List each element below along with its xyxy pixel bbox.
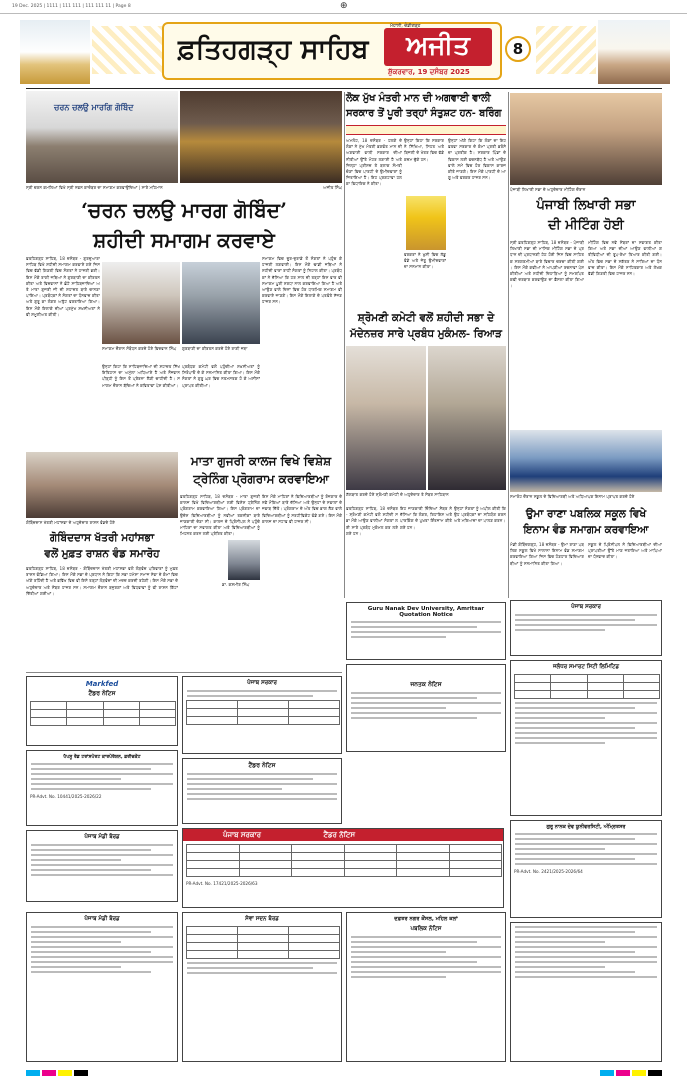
left-story-banner: ਚਰਨ ਚਲਉ ਮਾਰਗਿ ਗੋਬਿੰਦ (54, 103, 134, 112)
markfed-table (30, 701, 176, 726)
slug-text: 19 Dec. 2025 | 1111 | 111 111 | 111 111 11 | Page 8 (12, 4, 131, 9)
mata-gujri-headline-1: ਮਾਤਾ ਗੁਜਰੀ ਕਾਲਜ ਵਿਖੇ ਵਿਸ਼ੇਸ਼ (190, 454, 332, 468)
punjab-sarkar-ad-1 (182, 676, 342, 754)
uma-rana-photo (510, 430, 662, 492)
uma-rana-headline-1: ਉਮਾ ਰਾਣਾ ਪਬਲਿਕ ਸਕੂਲ ਵਿਖੇ (525, 508, 647, 520)
sgpc-photo-caption: ਗੱਲਬਾਤ ਕਰਦੇ ਹੋਏ ਸ਼੍ਰੋਮਣੀ ਕਮੇਟੀ ਦੇ ਅਹੁਦੇਦਾਰ ਤੇ ਮੈਂਬਰ ਸਾਹਿਬਾਨ (346, 492, 449, 497)
sgpc-photo-2 (428, 346, 506, 490)
punjab-sarkar-ad-1-table (186, 700, 340, 725)
bottom-ad-nagar-council (346, 912, 506, 1062)
magenta-swatch-right (616, 1070, 630, 1076)
cyan-swatch (26, 1070, 40, 1076)
column-rule-2 (508, 92, 509, 598)
jalandhar-smart-city-title: ਜਲੰਧਰ ਸਮਾਰਟ ਸਿਟੀ ਲਿਮਿਟਿਡ (552, 664, 620, 670)
left-story-photo-stage (26, 91, 178, 183)
decorative-pattern-left (92, 26, 162, 74)
gobind-das-headline-2: ਵਲੋਂ ਮੁਫ਼ਤ ਰਾਸ਼ਨ ਵੰਡ ਸਮਾਰੋਹ (44, 548, 160, 560)
gndu-right-ad (510, 820, 662, 918)
punjab-sarkar-tender-bar-title: ਪੰਜਾਬ ਸਰਕਾਰ (223, 831, 262, 839)
left-story-inline-photo-2 (182, 262, 260, 344)
left-story-inline-photo-1 (102, 262, 180, 344)
left-story-photo-caption: ਸ੍ਰੀ ਚਰਨ ਕਮਲਿਆਂ ਵਿਖੇ ਸ੍ਰੀ ਨਵਨ ਕਾਦੰਬਰ ਦਾ ਸਮਾਗਮ ਕਰਵਾਉਂਦਿਆਂ | ਸਾਰੇ ਮਹਿਮਾਨ (26, 185, 163, 190)
masthead-frame (162, 22, 502, 80)
prtc-pr-adv: PR-Advt. No. 10441/2025-2026/22 (30, 794, 102, 799)
masthead-date: ਸ਼ੁੱਕਰਵਾਰ, 19 ਦਸੰਬਰ 2025 (388, 68, 470, 76)
punjab-sarkar-tender-bar-header (183, 829, 503, 841)
mandi-board-title: ਪੰਜਾਬ ਮੰਡੀ ਬੋਰਡ (84, 834, 120, 840)
yellow-swatch-right (632, 1070, 646, 1076)
public-notice-ad (346, 664, 506, 752)
cm-story-body-2: ਉਨ੍ਹਾਂ ਕਿਹਾ ਕਿ ਸਰਕਾਰ ਨੇ ਸਿੱਖਿਆ, ਸਿਹਤ ਅਤੇ ਬਿਜਲੀ ਦੇ ਖੇਤਰ ਵਿਚ ਵੱਡੇ ਕਦਮ ਚੁੱਕੇ ਹਨ। (404, 138, 444, 162)
writers-body-2: ਮੀਟਿੰਗ ਵਿਚ ਨਵੇਂ ਮੈਂਬਰਾਂ ਦਾ ਸਵਾਗਤ ਕੀਤਾ ਗਿਆ ਅਤੇ ਸਭਾ ਦੀਆਂ ਆਉਣ ਵਾਲੀਆਂ ਗਤੀਵਿਧੀਆਂ ਦੀ ਰੂਪ-ਰੇਖਾ ਤਿਆਰ ਕੀਤੀ ਗਈ। ਅੰਤ ਵਿਚ ਸਭਾ ਦੇ ਸਕੱਤਰ ਨੇ ਸਾਰਿਆਂ ਦਾ ਧੰਨਵਾਦ ਕੀਤਾ। ਇਸ ਮੌਕੇ ਸਾਹਿਤਕਾਰ ਅਤੇ ਲੇਖਕ ਵੱਡੀ ਗਿਣਤੀ ਵਿਚ ਹਾਜ਼ਰ ਸਨ। (588, 240, 662, 277)
punjab-sarkar-tender-bar-tender: ਟੈਂਡਰ ਨੋਟਿਸ (323, 831, 356, 839)
punjab-sarkar-ad-right-title: ਪੰਜਾਬ ਸਰਕਾਰ (571, 604, 601, 610)
bottom-ad-mid (182, 912, 342, 1062)
prtc-title: ਪੈਪਸੂ ਰੋਡ ਟਰਾਂਸਪੋਰਟ ਕਾਰਪੋਰੇਸ਼ਨ, ਫ਼ਰੀਦਕੋਟ (63, 755, 141, 760)
sgpc-headline-2: ਮੱਦੇਨਜ਼ਰ ਸਾਰੇ ਪ੍ਰਬੰਧ ਮੁਕੰਮਲ- ਰਿਆੜ (350, 328, 502, 340)
gobind-das-headline-1: ਗੋਬਿੰਦਦਾਸ ਖੱਤਰੀ ਮਹਾਂਸਭਾ (49, 532, 155, 544)
markfed-ad (26, 676, 178, 746)
writers-body-1: ਸ੍ਰੀ ਫ਼ਤਹਿਗੜ੍ਹ ਸਾਹਿਬ, 18 ਦਸੰਬਰ - ਪੰਜਾਬੀ ਲਿਖਾਰੀ ਸਭਾ ਦੀ ਮਾਸਿਕ ਮੀਟਿੰਗ ਸਭਾ ਦੇ ਪ੍ਰਧਾਨ ਦੀ ਪ੍ਰਧਾਨਗੀ ਹੇਠ ਹੋਈ ਜਿਸ ਵਿਚ ਸਾਹਿਤਕ ਸਰਗਰਮੀਆਂ ਬਾਰੇ ਵਿਚਾਰ ਚਰਚਾ ਕੀਤੀ ਗਈ। ਇਸ ਮੌਕੇ ਕਵੀਆਂ ਨੇ ਆਪਣੀਆਂ ਰਚਨਾਵਾਂ ਪੇਸ਼ ਕੀਤੀਆਂ ਅਤੇ ਸ਼ਹੀਦੀ ਦਿਹਾੜਿਆਂ ਨੂੰ ਸਮਰਪਿਤ ਕਵੀ ਦਰਬਾਰ ਕਰਵਾਉਣ ਦਾ ਫ਼ੈਸਲਾ ਕੀਤਾ ਗਿਆ। (510, 240, 584, 289)
punjab-sarkar-tender-bar (182, 828, 504, 908)
left-story-inline-caption-1: ਸਮਾਗਮ ਦੌਰਾਨ ਸੰਬੋਧਨ ਕਰਦੇ ਹੋਏ ਵਿਦਵਾਨ ਸਿੰਘ (102, 346, 177, 351)
cm-story-body-4: ਵਰਕਰਾਂ ਨੇ ਖ਼ੁਸ਼ੀ ਵਿਚ ਲੱਡੂ ਵੰਡੇ ਅਤੇ ਜੇਤੂ ਉਮੀਦਵਾਰਾਂ ਦਾ ਸਨਮਾਨ ਕੀਤਾ। (404, 252, 446, 270)
city-title: ਫ਼ਤਿਹਗੜ੍ਹ ਸਾਹਿਬ (178, 34, 369, 65)
historic-building-illustration (598, 20, 670, 84)
jalandhar-smart-city-ad (510, 660, 662, 816)
sgpc-photo-1 (346, 346, 426, 490)
markfed-tender-title: ਟੈਂਡਰ ਨੋਟਿਸ (88, 690, 116, 697)
left-story-photo-credit: ਅਜੀਤ ਸਿੰਘ (323, 185, 342, 190)
page-number: 8 (512, 40, 524, 58)
ads-divider (26, 672, 342, 673)
mata-gujri-body-1: ਫ਼ਤਹਿਗੜ੍ਹ ਸਾਹਿਬ, 18 ਦਸੰਬਰ - ਮਾਤਾ ਗੁਜਰੀ ਕਾਲਜ ਵਿਖੇ ਵਿਦਿਆਰਥੀਆਂ ਲਈ ਵਿਸ਼ੇਸ਼ ਟ੍ਰੇਨਿੰਗ ਪ੍ਰੋਗਰਾਮ ਕਰਵਾਇਆ ਗਿਆ। ਇਸ ਪ੍ਰੋਗਰਾਮ ਦਾ ਉਦੇਸ਼ ਵਿਦਿਆਰਥੀਆਂ ਨੂੰ ਨਵੀਆਂ ਤਕਨੀਕਾਂ ਬਾਰੇ ਜਾਣਕਾਰੀ ਦੇਣਾ ਸੀ। ਕਾਲਜ ਦੇ ਪ੍ਰਿੰਸੀਪਲ ਨੇ ਪਹੁੰਚੇ ਮਾਹਿਰਾਂ ਦਾ ਸਵਾਗਤ ਕੀਤਾ ਅਤੇ ਵਿਦਿਆਰਥੀਆਂ ਨੂੰ ਮਿਹਨਤ ਕਰਨ ਲਈ ਪ੍ਰੇਰਿਤ ਕੀਤਾ। (180, 494, 260, 537)
cm-story-headline-1: ਲੋਕ ਮੁੱਖ ਮੰਤਰੀ ਮਾਨ ਦੀ ਅਗਵਾਈ ਵਾਲੀ (346, 93, 491, 104)
gobind-das-photo (26, 452, 178, 518)
magenta-swatch (42, 1070, 56, 1076)
punjab-sarkar-ad-1-title: ਪੰਜਾਬ ਸਰਕਾਰ (247, 680, 277, 686)
left-story-body-col-4: ਸਮਾਗਮ ਵਿਚ ਦੂਰ-ਦੁਰਾਡੇ ਤੋਂ ਸੰਗਤਾਂ ਨੇ ਪਹੁੰਚ ਕੇ ਹਾਜ਼ਰੀ ਲਗਵਾਈ। ਇਸ ਮੌਕੇ ਢਾਡੀ ਜਥਿਆਂ ਨੇ ਸ਼ਹੀਦੀ ਵਾਰਾਂ ਰਾਹੀਂ ਸੰਗਤਾਂ ਨੂੰ ਨਿਹਾਲ ਕੀਤਾ। ਪ੍ਰਬੰਧਕਾਂ ਨੇ ਦੱਸਿਆ ਕਿ ਹਰ ਸਾਲ ਦੀ ਤਰ੍ਹਾਂ ਇਸ ਵਾਰ ਵੀ ਸਮਾਗਮ ਪੂਰੀ ਸ਼ਰਧਾ ਨਾਲ ਕਰਵਾਇਆ ਗਿਆ ਹੈ ਅਤੇ ਆਉਣ ਵਾਲੇ ਦਿਨਾਂ ਵਿਚ ਹੋਰ ਧਾਰਮਿਕ ਸਮਾਗਮ ਵੀ ਕਰਵਾਏ ਜਾਣਗੇ। ਇਸ ਮੌਕੇ ਇਲਾਕੇ ਦੇ ਪਤਵੰਤੇ ਸੱਜਣ ਹਾਜ਼ਰ ਸਨ। (262, 256, 342, 305)
masthead (0, 16, 687, 86)
mata-gujri-body-2: ਇਸ ਮੌਕੇ ਮਾਹਿਰਾਂ ਨੇ ਵਿਦਿਆਰਥੀਆਂ ਨੂੰ ਰੋਜ਼ਗਾਰ ਦੇ ਨਵੇਂ ਮੌਕਿਆਂ ਬਾਰੇ ਦੱਸਿਆ ਅਤੇ ਉਨ੍ਹਾਂ ਦੇ ਸਵਾਲਾਂ ਦੇ ਜਵਾਬ ਦਿੱਤੇ। ਪ੍ਰੋਗਰਾਮ ਦੇ ਅੰਤ ਵਿਚ ਭਾਗ ਲੈਣ ਵਾਲੇ ਵਿਦਿਆਰਥੀਆਂ ਨੂੰ ਸਰਟੀਫਿਕੇਟ ਵੰਡੇ ਗਏ। ਇਸ ਮੌਕੇ ਕਾਲਜ ਦਾ ਸਟਾਫ਼ ਵੀ ਹਾਜ਼ਰ ਸੀ। (262, 494, 342, 524)
mata-gujri-headline-2: ਟ੍ਰੇਨਿੰਗ ਪ੍ਰੋਗਰਾਮ ਕਰਵਾਇਆ (193, 472, 329, 486)
bottom-ad-mid-title: ਸੇਵਾ ਸਦਨ ਬੋਰਡ (245, 916, 279, 922)
bottom-ad-left (26, 912, 178, 1062)
gobind-das-photo-caption: ਗੋਬਿੰਦਦਾਸ ਖੱਤਰੀ ਮਹਾਂਸਭਾ ਦੇ ਅਹੁਦੇਦਾਰ ਰਾਸ਼ਨ ਵੰਡਦੇ ਹੋਏ (26, 520, 115, 525)
paper-name-box (384, 28, 492, 66)
mata-gujri-portrait-caption: ਡਾ. ਕਸ਼ਮੀਰ ਸਿੰਘ (222, 582, 250, 587)
gndu-right-pr-adv: PR-Advt. No. 2421/2025-2026/64 (514, 869, 583, 874)
paper-name: ਅਜੀਤ (406, 31, 470, 61)
writers-headline-2: ਦੀ ਮੀਟਿੰਗ ਹੋਈ (548, 218, 624, 233)
bottom-ad-left-title: ਪੰਜਾਬ ਮੰਡੀ ਬੋਰਡ (84, 916, 120, 922)
cm-story-headline-2: ਸਰਕਾਰ ਤੋਂ ਪੂਰੀ ਤਰ੍ਹਾਂ ਸੰਤੁਸ਼ਟ ਹਨ- ਬਰਿੰਗ (346, 108, 502, 119)
nagar-council-notice: ਪਬਲਿਕ ਨੋਟਿਸ (410, 926, 442, 932)
sgpc-body-2: ਇਹ ਜਾਣਕਾਰੀ ਦਿੰਦਿਆਂ ਮੈਂਬਰ ਨੇ ਦੱਸਿਆ ਕਿ ਲੰਗਰ, ਰਿਹਾਇਸ਼ ਅਤੇ ਪਾਰਕਿੰਗ ਦੇ ਪੁਖ਼ਤਾ ਇੰਤਜ਼ਾਮ ਕੀਤੇ ਗਏ ਹਨ। (400, 506, 452, 530)
edition-label: ਮੋਹਾਲੀ, ਚੰਡੀਗੜ੍ਹ (390, 24, 421, 29)
bottom-ad-right (510, 922, 662, 1062)
masthead-divider (26, 88, 662, 89)
sgpc-body-1: ਫ਼ਤਹਿਗੜ੍ਹ ਸਾਹਿਬ, 18 ਦਸੰਬਰ - ਸ਼੍ਰੋਮਣੀ ਕਮੇਟੀ ਵਲੋਂ ਸ਼ਹੀਦੀ ਸਭਾ ਮੌਕੇ ਆਉਣ ਵਾਲੀਆਂ ਸੰਗਤਾਂ ਲਈ ਸਾਰੇ ਪ੍ਰਬੰਧ ਮੁਕੰਮਲ ਕਰ ਲਏ ਗਏ ਹਨ। (346, 506, 398, 536)
writers-photo (510, 93, 662, 185)
tender-notice-ad-title: ਟੈਂਡਰ ਨੋਟਿਸ (248, 762, 276, 769)
uma-rana-headline-2: ਇਨਾਮ ਵੰਡ ਸਮਾਗਮ ਕਰਵਾਇਆ (523, 524, 649, 536)
sgpc-headline-1: ਸ਼੍ਰੋਮਣੀ ਕਮੇਟੀ ਵਲੋਂ ਸ਼ਹੀਦੀ ਸਭਾ ਦੇ (357, 312, 495, 324)
prtc-ad (26, 750, 178, 826)
gurdwara-illustration (20, 20, 90, 84)
mata-gujri-portrait (228, 540, 260, 580)
left-story-body-col-3: ਪ੍ਰਬੰਧਕ ਕਮੇਟੀ ਵਲੋਂ ਪਹੁੰਚੀਆਂ ਸ਼ਖ਼ਸੀਅਤਾਂ ਨੂੰ ਸਿਰੋਪਾਓ ਦੇ ਕੇ ਸਨਮਾਨਿਤ ਕੀਤਾ ਗਿਆ। ਇਸ ਮੌਕੇ ਸੰਗਤਾਂ ਨੇ ਗੁਰੂ ਘਰ ਵਿਚ ਨਤਮਸਤਕ ਹੋ ਕੇ ਅਸੀਸਾਂ ਪ੍ਰਾਪਤ ਕੀਤੀਆਂ। (182, 364, 260, 388)
decorative-pattern-right (536, 26, 596, 74)
gndu-quotation-title-2: Quotation Notice (399, 612, 453, 618)
sgpc-body-3: ਉਨ੍ਹਾਂ ਸੰਗਤਾਂ ਨੂੰ ਅਪੀਲ ਕੀਤੀ ਕਿ ਉਹ ਪ੍ਰਬੰਧਕਾਂ ਦਾ ਸਹਿਯੋਗ ਕਰਨ ਅਤੇ ਮਰਿਆਦਾ ਦਾ ਪਾਲਣ ਕਰਨ। (454, 506, 506, 524)
gndu-right-title: ਗੁਰੂ ਨਾਨਕ ਦੇਵ ਯੂਨੀਵਰਸਿਟੀ, ਅੰਮ੍ਰਿਤਸਰ (546, 824, 626, 830)
cm-story-kicker (346, 125, 506, 135)
gndu-quotation-title-1: Guru Nanak Dev University, Amritsar (367, 606, 485, 612)
cyan-swatch-right (600, 1070, 614, 1076)
left-story-body-col-2: ਉਨ੍ਹਾਂ ਕਿਹਾ ਕਿ ਸਾਹਿਬਜ਼ਾਦਿਆਂ ਦੀ ਸ਼ਹਾਦਤ ਸਿੱਖ ਇਤਿਹਾਸ ਦਾ ਅਮੁੱਲਾ ਅਧਿਆਏ ਹੈ ਅਤੇ ਨੌਜਵਾਨ ਪੀੜ੍ਹੀ ਨੂੰ ਇਸ ਤੋਂ ਪ੍ਰੇਰਨਾ ਲੈਣੀ ਚਾਹੀਦੀ ਹੈ। ਸਮਾਗਮ ਦੌਰਾਨ ਬੱਚਿਆਂ ਨੇ ਕਵਿਤਾਵਾਂ ਪੇਸ਼ ਕੀਤੀਆਂ। (102, 364, 180, 388)
public-notice-title: ਜਨਤਕ ਨੋਟਿਸ (410, 681, 442, 688)
left-story-body-col-1: ਫ਼ਤਹਿਗੜ੍ਹ ਸਾਹਿਬ, 18 ਦਸੰਬਰ - ਗੁਰਦੁਆਰਾ ਸਾਹਿਬ ਵਿਖੇ ਸ਼ਹੀਦੀ ਸਮਾਗਮ ਕਰਵਾਏ ਗਏ ਜਿਸ ਵਿਚ ਵੱਡੀ ਗਿਣਤੀ ਵਿਚ ਸੰਗਤਾਂ ਨੇ ਹਾਜ਼ਰੀ ਭਰੀ। ਇਸ ਮੌਕੇ ਰਾਗੀ ਜਥਿਆਂ ਨੇ ਗੁਰਬਾਣੀ ਦਾ ਕੀਰਤਨ ਕੀਤਾ ਅਤੇ ਵਿਦਵਾਨਾਂ ਨੇ ਛੋਟੇ ਸਾਹਿਬਜ਼ਾਦਿਆਂ ਅਤੇ ਮਾਤਾ ਗੁਜਰੀ ਜੀ ਦੀ ਸ਼ਹਾਦਤ ਬਾਰੇ ਚਾਨਣਾ ਪਾਇਆ। ਪ੍ਰਬੰਧਕਾਂ ਨੇ ਸੰਗਤਾਂ ਦਾ ਧੰਨਵਾਦ ਕੀਤਾ ਅਤੇ ਗੁਰੂ ਕਾ ਲੰਗਰ ਅਤੁੱਟ ਵਰਤਾਇਆ ਗਿਆ। ਇਸ ਮੌਕੇ ਇਲਾਕੇ ਦੀਆਂ ਪ੍ਰਮੁੱਖ ਸ਼ਖ਼ਸੀਅਤਾਂ ਨੇ ਵੀ ਸ਼ਮੂਲੀਅਤ ਕੀਤੀ। (26, 256, 100, 317)
punjab-sarkar-ad-right (510, 600, 662, 656)
left-story-inline-caption-2: ਗੁਰਬਾਣੀ ਦਾ ਕੀਰਤਨ ਕਰਦੇ ਹੋਏ ਰਾਗੀ ਜਥਾ (182, 346, 248, 351)
registration-mark-icon: ⊕ (340, 1, 348, 11)
black-swatch-right (648, 1070, 662, 1076)
punjab-sarkar-tender-pr-adv: PR-Advt. No. 17421/2025-2026/63 (186, 881, 258, 886)
gndu-quotation-ad (346, 602, 506, 660)
gobind-das-body: ਫ਼ਤਹਿਗੜ੍ਹ ਸਾਹਿਬ, 18 ਦਸੰਬਰ - ਗੋਬਿੰਦਦਾਸ ਖੱਤਰੀ ਮਹਾਂਸਭਾ ਵਲੋਂ ਲੋੜਵੰਦ ਪਰਿਵਾਰਾਂ ਨੂੰ ਮੁਫ਼ਤ ਰਾਸ਼ਨ ਵੰਡਿਆ ਗਿਆ। ਇਸ ਮੌਕੇ ਸਭਾ ਦੇ ਪ੍ਰਧਾਨ ਨੇ ਕਿਹਾ ਕਿ ਸਭਾ ਹਮੇਸ਼ਾ ਸਮਾਜ ਸੇਵਾ ਦੇ ਕੰਮਾਂ ਵਿਚ ਅੱਗੇ ਰਹਿੰਦੀ ਹੈ ਅਤੇ ਭਵਿੱਖ ਵਿਚ ਵੀ ਇਸੇ ਤਰ੍ਹਾਂ ਲੋੜਵੰਦਾਂ ਦੀ ਮਦਦ ਕਰਦੀ ਰਹੇਗੀ। ਇਸ ਮੌਕੇ ਸਭਾ ਦੇ ਅਹੁਦੇਦਾਰ ਅਤੇ ਮੈਂਬਰ ਹਾਜ਼ਰ ਸਨ। ਸਮਾਗਮ ਦੌਰਾਨ ਬਜ਼ੁਰਗਾਂ ਅਤੇ ਵਿਧਵਾਵਾਂ ਨੂੰ ਵੀ ਰਾਸ਼ਨ ਕਿੱਟਾਂ ਦਿੱਤੀਆਂ ਗਈਆਂ। (26, 566, 178, 596)
nagar-council-title: ਦਫ਼ਤਰ ਨਗਰ ਕੌਂਸਲ, ਮਹਿਲ ਕਲਾਂ (394, 916, 458, 922)
yellow-swatch (58, 1070, 72, 1076)
bottom-color-strip (26, 1068, 662, 1078)
uma-rana-body-1: ਮੰਡੀ ਗੋਬਿੰਦਗੜ੍ਹ, 18 ਦਸੰਬਰ - ਉਮਾ ਰਾਣਾ ਪਬਲਿਕ ਸਕੂਲ ਵਿਖੇ ਸਾਲਾਨਾ ਇਨਾਮ ਵੰਡ ਸਮਾਗਮ ਕਰਵਾਇਆ ਗਿਆ ਜਿਸ ਵਿਚ ਹੋਣਹਾਰ ਵਿਦਿਆਰਥੀਆਂ ਨੂੰ ਸਨਮਾਨਿਤ ਕੀਤਾ ਗਿਆ। (510, 542, 584, 566)
left-story-photo-crowd (180, 91, 342, 183)
cm-story-body-1: ਅਮਲੋਹ, 18 ਦਸੰਬਰ - ਹਲਕੇ ਦੇ ਲੋਕਾਂ ਨੇ ਮੁੱਖ ਮੰਤਰੀ ਭਗਵੰਤ ਮਾਨ ਦੀ ਅਗਵਾਈ ਵਾਲੀ ਸਰਕਾਰ ਦੀਆਂ ਨੀਤੀਆਂ ਉੱਤੇ ਮੋਹਰ ਲਗਾਈ ਹੈ ਅਤੇ ਜ਼ਿਲ੍ਹਾ ਪ੍ਰੀਸ਼ਦ ਤੇ ਬਲਾਕ ਸੰਮਤੀ ਚੋਣਾਂ ਵਿਚ ਪਾਰਟੀ ਦੇ ਉਮੀਦਵਾਰਾਂ ਨੂੰ ਜਿਤਾਇਆ ਹੈ। ਇਹ ਪ੍ਰਗਟਾਵਾ ਹਲਕਾ ਵਿਧਾਇਕ ਨੇ ਕੀਤਾ। (346, 138, 402, 187)
top-slug-strip (0, 0, 687, 14)
uma-rana-photo-caption: ਸਮਾਰੋਹ ਦੌਰਾਨ ਸਕੂਲ ਦੇ ਵਿਦਿਆਰਥੀ ਅਤੇ ਅਧਿਆਪਕ ਇਨਾਮ ਪ੍ਰਾਪਤ ਕਰਦੇ ਹੋਏ (510, 494, 635, 499)
black-swatch (74, 1070, 88, 1076)
left-story-headline-1: ‘ਚਰਨ ਚਲਉ ਮਾਰਗ ਗੋਬਿੰਦ’ (81, 198, 287, 222)
page-number-badge (505, 36, 531, 62)
markfed-logo-text: Markfed (85, 680, 119, 688)
punjab-sarkar-tender-table (186, 844, 502, 877)
tender-notice-ad (182, 758, 342, 824)
cm-story-body-3: ਉਨ੍ਹਾਂ ਅੱਗੇ ਕਿਹਾ ਕਿ ਲੋਕਾਂ ਦਾ ਇਹ ਫ਼ਤਵਾ ਸਰਕਾਰ ਦੇ ਕੰਮਾਂ ਪ੍ਰਤੀ ਭਰੋਸੇ ਦਾ ਪ੍ਰਤੀਕ ਹੈ। ਸਰਕਾਰ ਪਿੰਡਾਂ ਦੇ ਵਿਕਾਸ ਲਈ ਵਚਨਬੱਧ ਹੈ ਅਤੇ ਆਉਣ ਵਾਲੇ ਸਮੇਂ ਵਿਚ ਹੋਰ ਵਿਕਾਸ ਕਾਰਜ ਕੀਤੇ ਜਾਣਗੇ। ਇਸ ਮੌਕੇ ਪਾਰਟੀ ਦੇ ਆਗੂ ਅਤੇ ਵਰਕਰ ਹਾਜ਼ਰ ਸਨ। (448, 138, 506, 181)
writers-photo-caption: ਪੰਜਾਬੀ ਲਿਖਾਰੀ ਸਭਾ ਦੇ ਅਹੁਦੇਦਾਰ ਮੀਟਿੰਗ ਦੌਰਾਨ (510, 187, 586, 192)
column-rule-1 (344, 92, 345, 598)
jalandhar-smart-city-table (514, 674, 660, 699)
writers-headline-1: ਪੰਜਾਬੀ ਲਿਖਾਰੀ ਸਭਾ (536, 198, 636, 213)
mandi-board-ad (26, 830, 178, 902)
left-story-headline-2: ਸ਼ਹੀਦੀ ਸਮਾਗਮ ਕਰਵਾਏ (93, 228, 275, 252)
bottom-ad-mid-table (186, 926, 340, 959)
cm-story-portrait (406, 196, 446, 250)
uma-rana-body-2: ਸਕੂਲ ਦੇ ਪ੍ਰਿੰਸੀਪਲ ਨੇ ਵਿਦਿਆਰਥੀਆਂ ਦੀਆਂ ਪ੍ਰਾਪਤੀਆਂ ਉੱਤੇ ਮਾਣ ਜਤਾਇਆ ਅਤੇ ਮਾਪਿਆਂ ਦਾ ਧੰਨਵਾਦ ਕੀਤਾ। (588, 542, 662, 560)
